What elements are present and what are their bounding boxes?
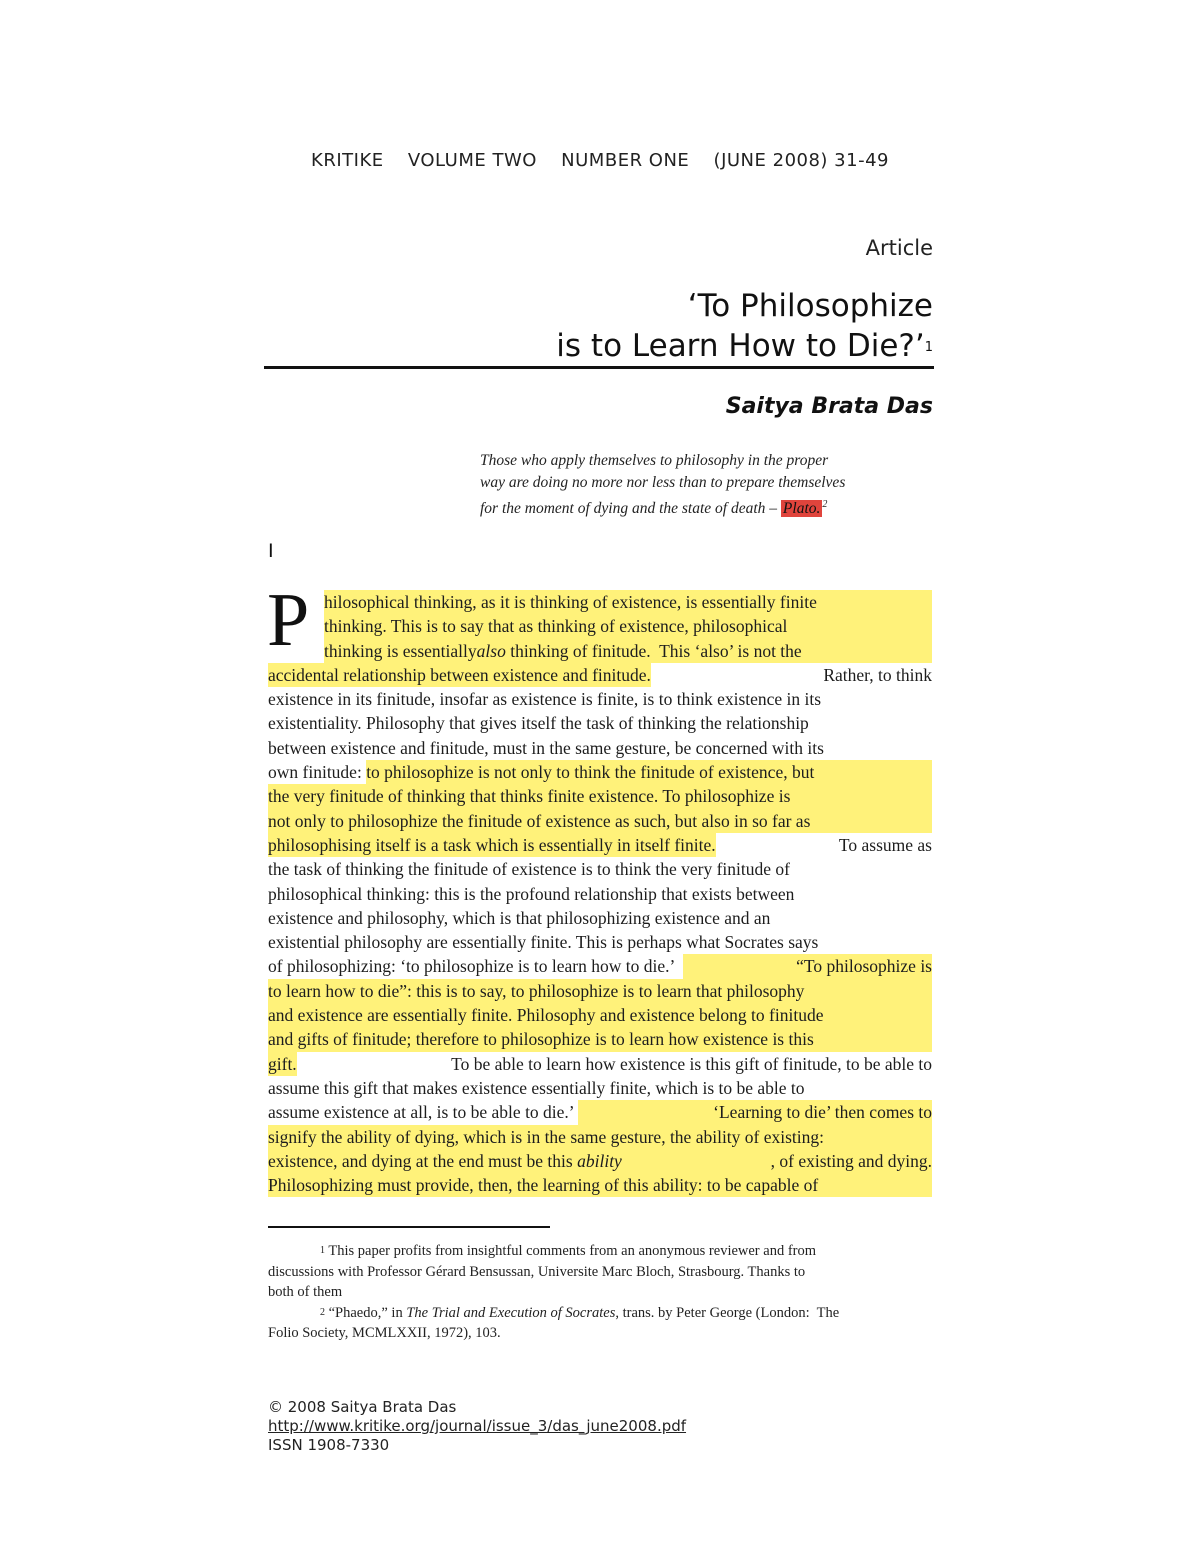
title-line-2: is to Learn How to Die?’$^1$ bbox=[556, 328, 933, 364]
copyright-line: © 2008 Saitya Brata Das bbox=[268, 1398, 457, 1416]
footnotes bbox=[268, 1241, 932, 1344]
page-title bbox=[556, 286, 933, 366]
body-line: assume this gift that makes existence essentially finite, which is to be able to bbox=[268, 1077, 805, 1098]
body-line: Philosophizing must provide, then, the learning of this ability: to be capable of bbox=[268, 1173, 932, 1197]
epigraph-line: way are doing no more nor less than to prepare themselves bbox=[480, 474, 846, 491]
epigraph-note-ref[interactable]: 2 bbox=[822, 499, 828, 510]
epigraph-attribution: Plato. bbox=[782, 500, 821, 518]
body-line: own finitude: to philosophize is not only to think the finitude of existence, but bbox=[268, 760, 932, 784]
body-line: and existence are essentially finite. Philosophy and existence belong to finitude bbox=[268, 1003, 932, 1027]
footnote-1-cont: both of them bbox=[268, 1284, 343, 1300]
author-name: Saitya Brata Das bbox=[725, 394, 933, 419]
body-line: thinking. This is to say that as thinking of existence, philosophical bbox=[324, 614, 932, 638]
body-line: the very finitude of thinking that thinks finite existence. To philosophize is bbox=[268, 784, 932, 808]
volume: VOLUME TWO bbox=[407, 150, 537, 171]
running-head bbox=[0, 150, 1200, 171]
footnote-2: 2 “Phaedo,” in The Trial and Execution of Socrates , trans. by Peter George (London: The bbox=[320, 1304, 840, 1321]
drop-cap: P bbox=[267, 578, 310, 662]
body-line: hilosophical thinking, as it is thinking of existence, is essentially finite bbox=[324, 590, 932, 614]
footnote-1: 1 This paper profits from insightful comments from an anonymous reviewer and from bbox=[320, 1243, 817, 1259]
footnote-1-cont: discussions with Professor Gérard Bensussan, Universite Marc Bloch, Strasbourg. Thanks to bbox=[268, 1263, 806, 1280]
epigraph bbox=[480, 450, 858, 520]
body-line: accidental relationship between existence and finitude. Rather, to think bbox=[268, 663, 932, 687]
body-line: gift. To be able to learn how existence is this gift of finitude, to be able to bbox=[268, 1052, 932, 1076]
body-line: philosophising itself is a task which is essentially in itself finite. To assume as bbox=[268, 833, 932, 857]
journal-name: KRITIKE bbox=[311, 150, 384, 171]
title-line-1: ‘To Philosophize bbox=[687, 288, 933, 324]
epigraph-line: Those who apply themselves to philosophy in the proper bbox=[480, 452, 829, 469]
body-line: not only to philosophize the finitude of existence as such, but also in so far as bbox=[268, 809, 932, 833]
title-note-ref[interactable]: 1 bbox=[924, 340, 933, 355]
issn: ISSN 1908-7330 bbox=[268, 1436, 390, 1454]
body-line: existence and philosophy, which is that philosophizing existence and an bbox=[268, 907, 771, 928]
footnote-2-cont: Folio Society, MCMLXXII, 1972), 103. bbox=[268, 1325, 501, 1341]
article-label: Article bbox=[865, 236, 933, 260]
body-line: existentiality. Philosophy that gives itself the task of thinking the relationship bbox=[268, 713, 809, 734]
footnote-rule bbox=[268, 1226, 550, 1228]
body-line: existence, and dying at the end must be this ability , of existing and dying. bbox=[268, 1149, 932, 1173]
date-pages: (JUNE 2008) 31-49 bbox=[713, 150, 889, 171]
body-line: and gifts of finitude; therefore to philosophize is to learn how existence is this bbox=[268, 1027, 932, 1051]
article-url-link[interactable]: http://www.kritike.org/journal/issue_3/das_june2008.pdf bbox=[268, 1417, 687, 1435]
body-text bbox=[268, 590, 932, 1197]
body-line: signify the ability of dying, which is in the same gesture, the ability of existing: bbox=[268, 1125, 932, 1149]
body-line: of philosophizing: ‘to philosophize is to learn how to die.’ “To philosophize is bbox=[268, 954, 932, 978]
issue-number: NUMBER ONE bbox=[561, 150, 690, 171]
body-line: between existence and finitude, must in the same gesture, be concerned with its bbox=[268, 737, 824, 758]
body-line: assume existence at all, is to be able to die.’ ‘Learning to die’ then comes to bbox=[268, 1100, 932, 1124]
body-line: existence in its finitude, insofar as existence is finite, is to think existence in its bbox=[268, 689, 822, 710]
body-line: thinking is essentially also thinking of finitude. This ‘also’ is not the bbox=[324, 639, 932, 663]
section-number: I bbox=[268, 540, 274, 562]
title-rule bbox=[264, 366, 934, 369]
body-line: philosophical thinking: this is the profound relationship that exists between bbox=[268, 883, 795, 904]
body-line: the task of thinking the finitude of existence is to think the very finitude of bbox=[268, 859, 790, 880]
body-line: existential philosophy are essentially finite. This is perhaps what Socrates says bbox=[268, 932, 819, 953]
copyright-block bbox=[268, 1398, 686, 1455]
epigraph-line: for the moment of dying and the state of death – Plato. $^2$ bbox=[480, 499, 828, 518]
body-line: to learn how to die”: this is to say, to philosophize is to learn that philosophy bbox=[268, 979, 932, 1003]
